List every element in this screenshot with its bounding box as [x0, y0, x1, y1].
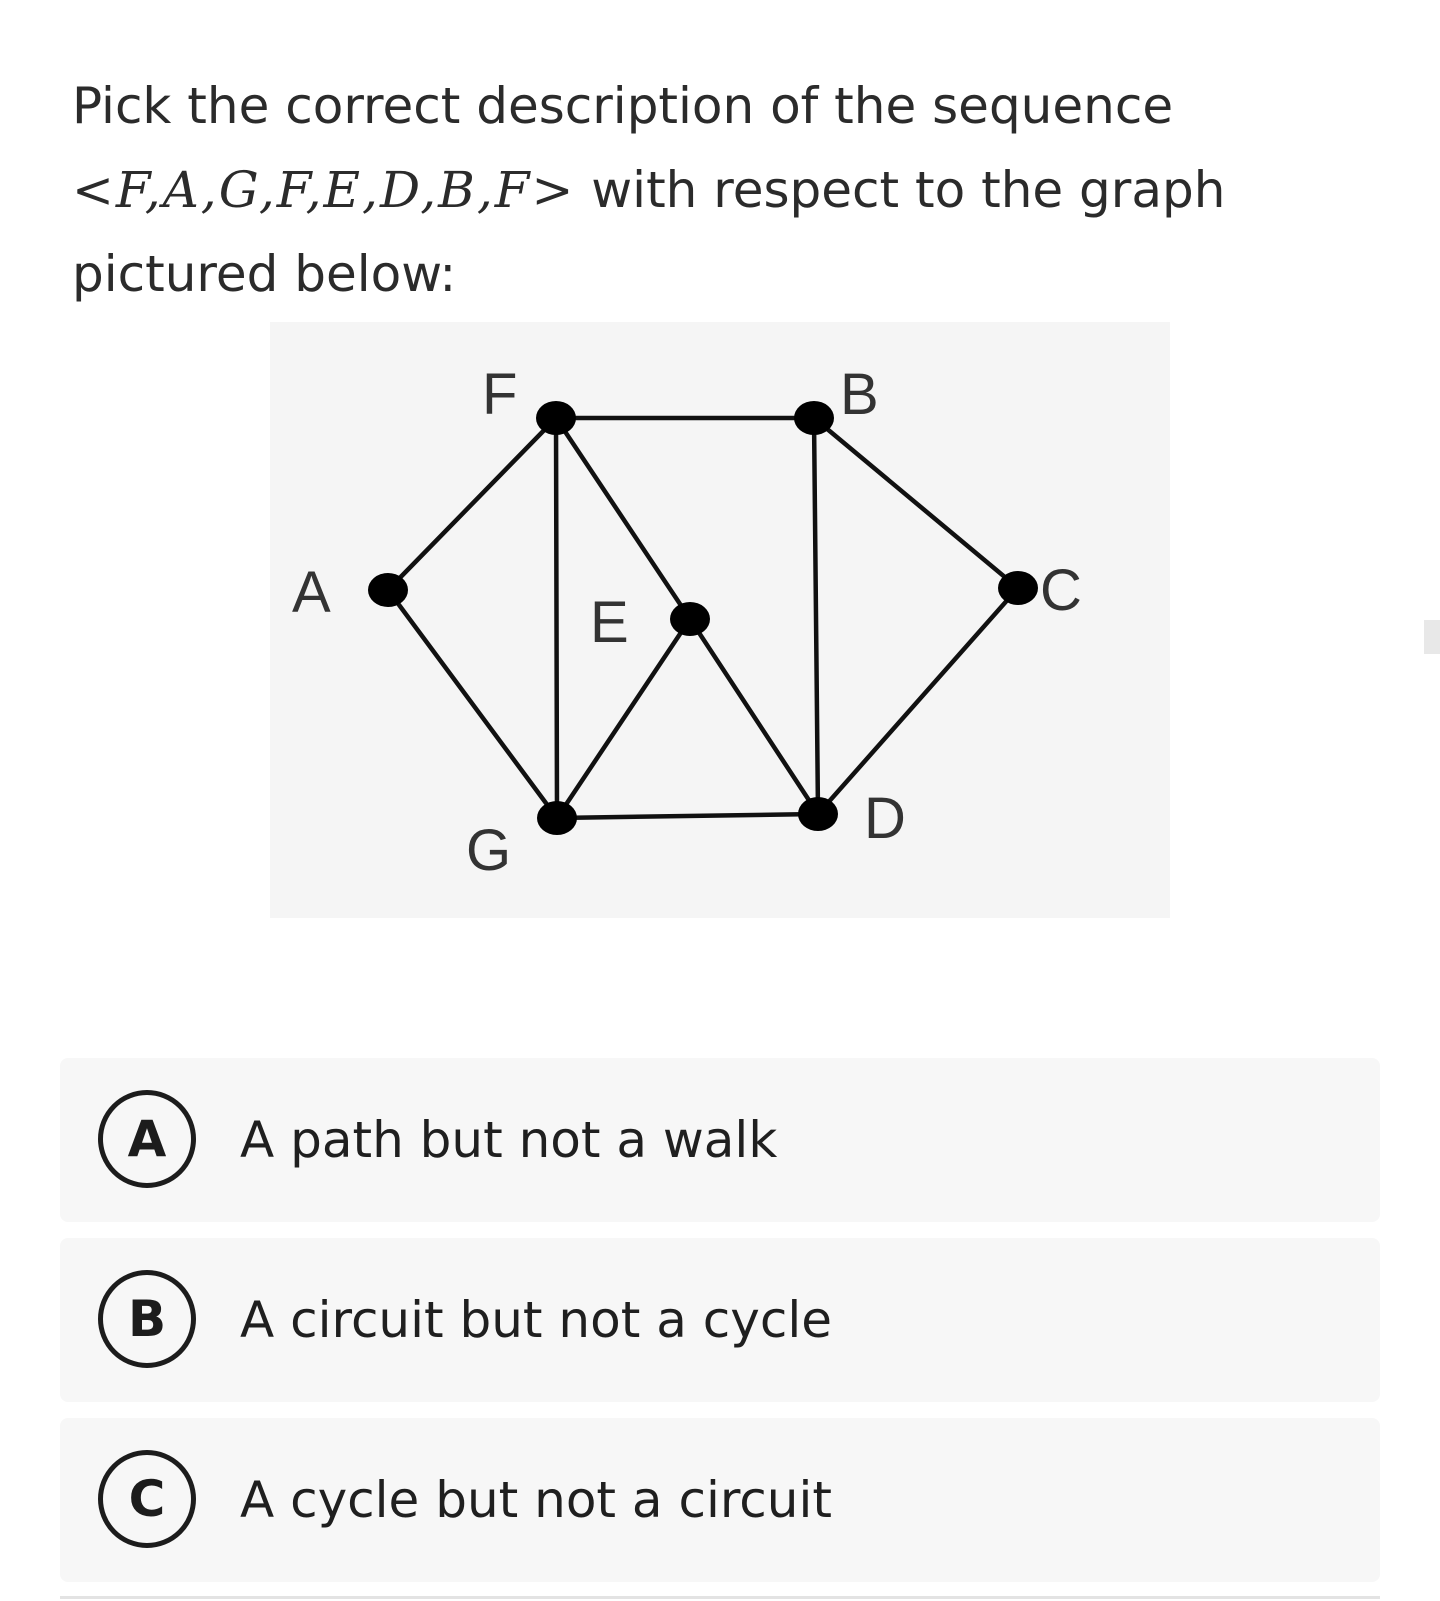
question-line-3: pictured below:: [72, 245, 457, 303]
question-text: [72, 64, 1372, 316]
edge-e-d: [690, 619, 818, 814]
node-label-f: F: [482, 362, 518, 427]
node-d: [798, 797, 838, 831]
node-g: [537, 801, 577, 835]
node-a: [368, 573, 408, 607]
node-label-e: E: [590, 590, 629, 655]
node-label-a: A: [292, 560, 331, 625]
edge-f-e: [556, 418, 690, 619]
option-b[interactable]: [60, 1238, 1380, 1402]
graph-svg: [270, 322, 1170, 918]
edge-f-g: [556, 418, 557, 818]
option-b-letter-badge: B: [98, 1270, 196, 1368]
scroll-handle[interactable]: [1424, 620, 1440, 654]
option-b-text: A circuit but not a cycle: [240, 1291, 832, 1349]
node-e: [670, 602, 710, 636]
question-line-2: [72, 148, 1372, 232]
option-a-text: A path but not a walk: [240, 1111, 778, 1169]
node-label-c: C: [1040, 558, 1082, 623]
node-label-g: G: [466, 818, 512, 883]
node-label-b: B: [840, 362, 879, 427]
question-line-1: Pick the correct description of the sequence: [72, 77, 1174, 135]
option-a[interactable]: [60, 1058, 1380, 1222]
edge-a-g: [388, 590, 557, 818]
graph-figure: [270, 322, 1170, 918]
sequence-expression: <F,A,G,F,E,D,B,F>: [72, 161, 576, 219]
edge-f-a: [388, 418, 556, 590]
option-c[interactable]: [60, 1418, 1380, 1582]
question-line-2-rest: with respect to the graph: [591, 161, 1226, 219]
edge-g-d: [557, 814, 818, 818]
option-c-text: A cycle but not a circuit: [240, 1471, 832, 1529]
node-c: [998, 571, 1038, 605]
node-b: [794, 401, 834, 435]
edge-c-d: [818, 588, 1018, 814]
node-f: [536, 401, 576, 435]
node-label-d: D: [864, 786, 906, 851]
option-c-letter-badge: C: [98, 1450, 196, 1548]
option-a-letter-badge: A: [98, 1090, 196, 1188]
divider: [60, 1596, 1380, 1599]
edge-b-c: [814, 418, 1018, 588]
edge-b-d: [814, 418, 818, 814]
